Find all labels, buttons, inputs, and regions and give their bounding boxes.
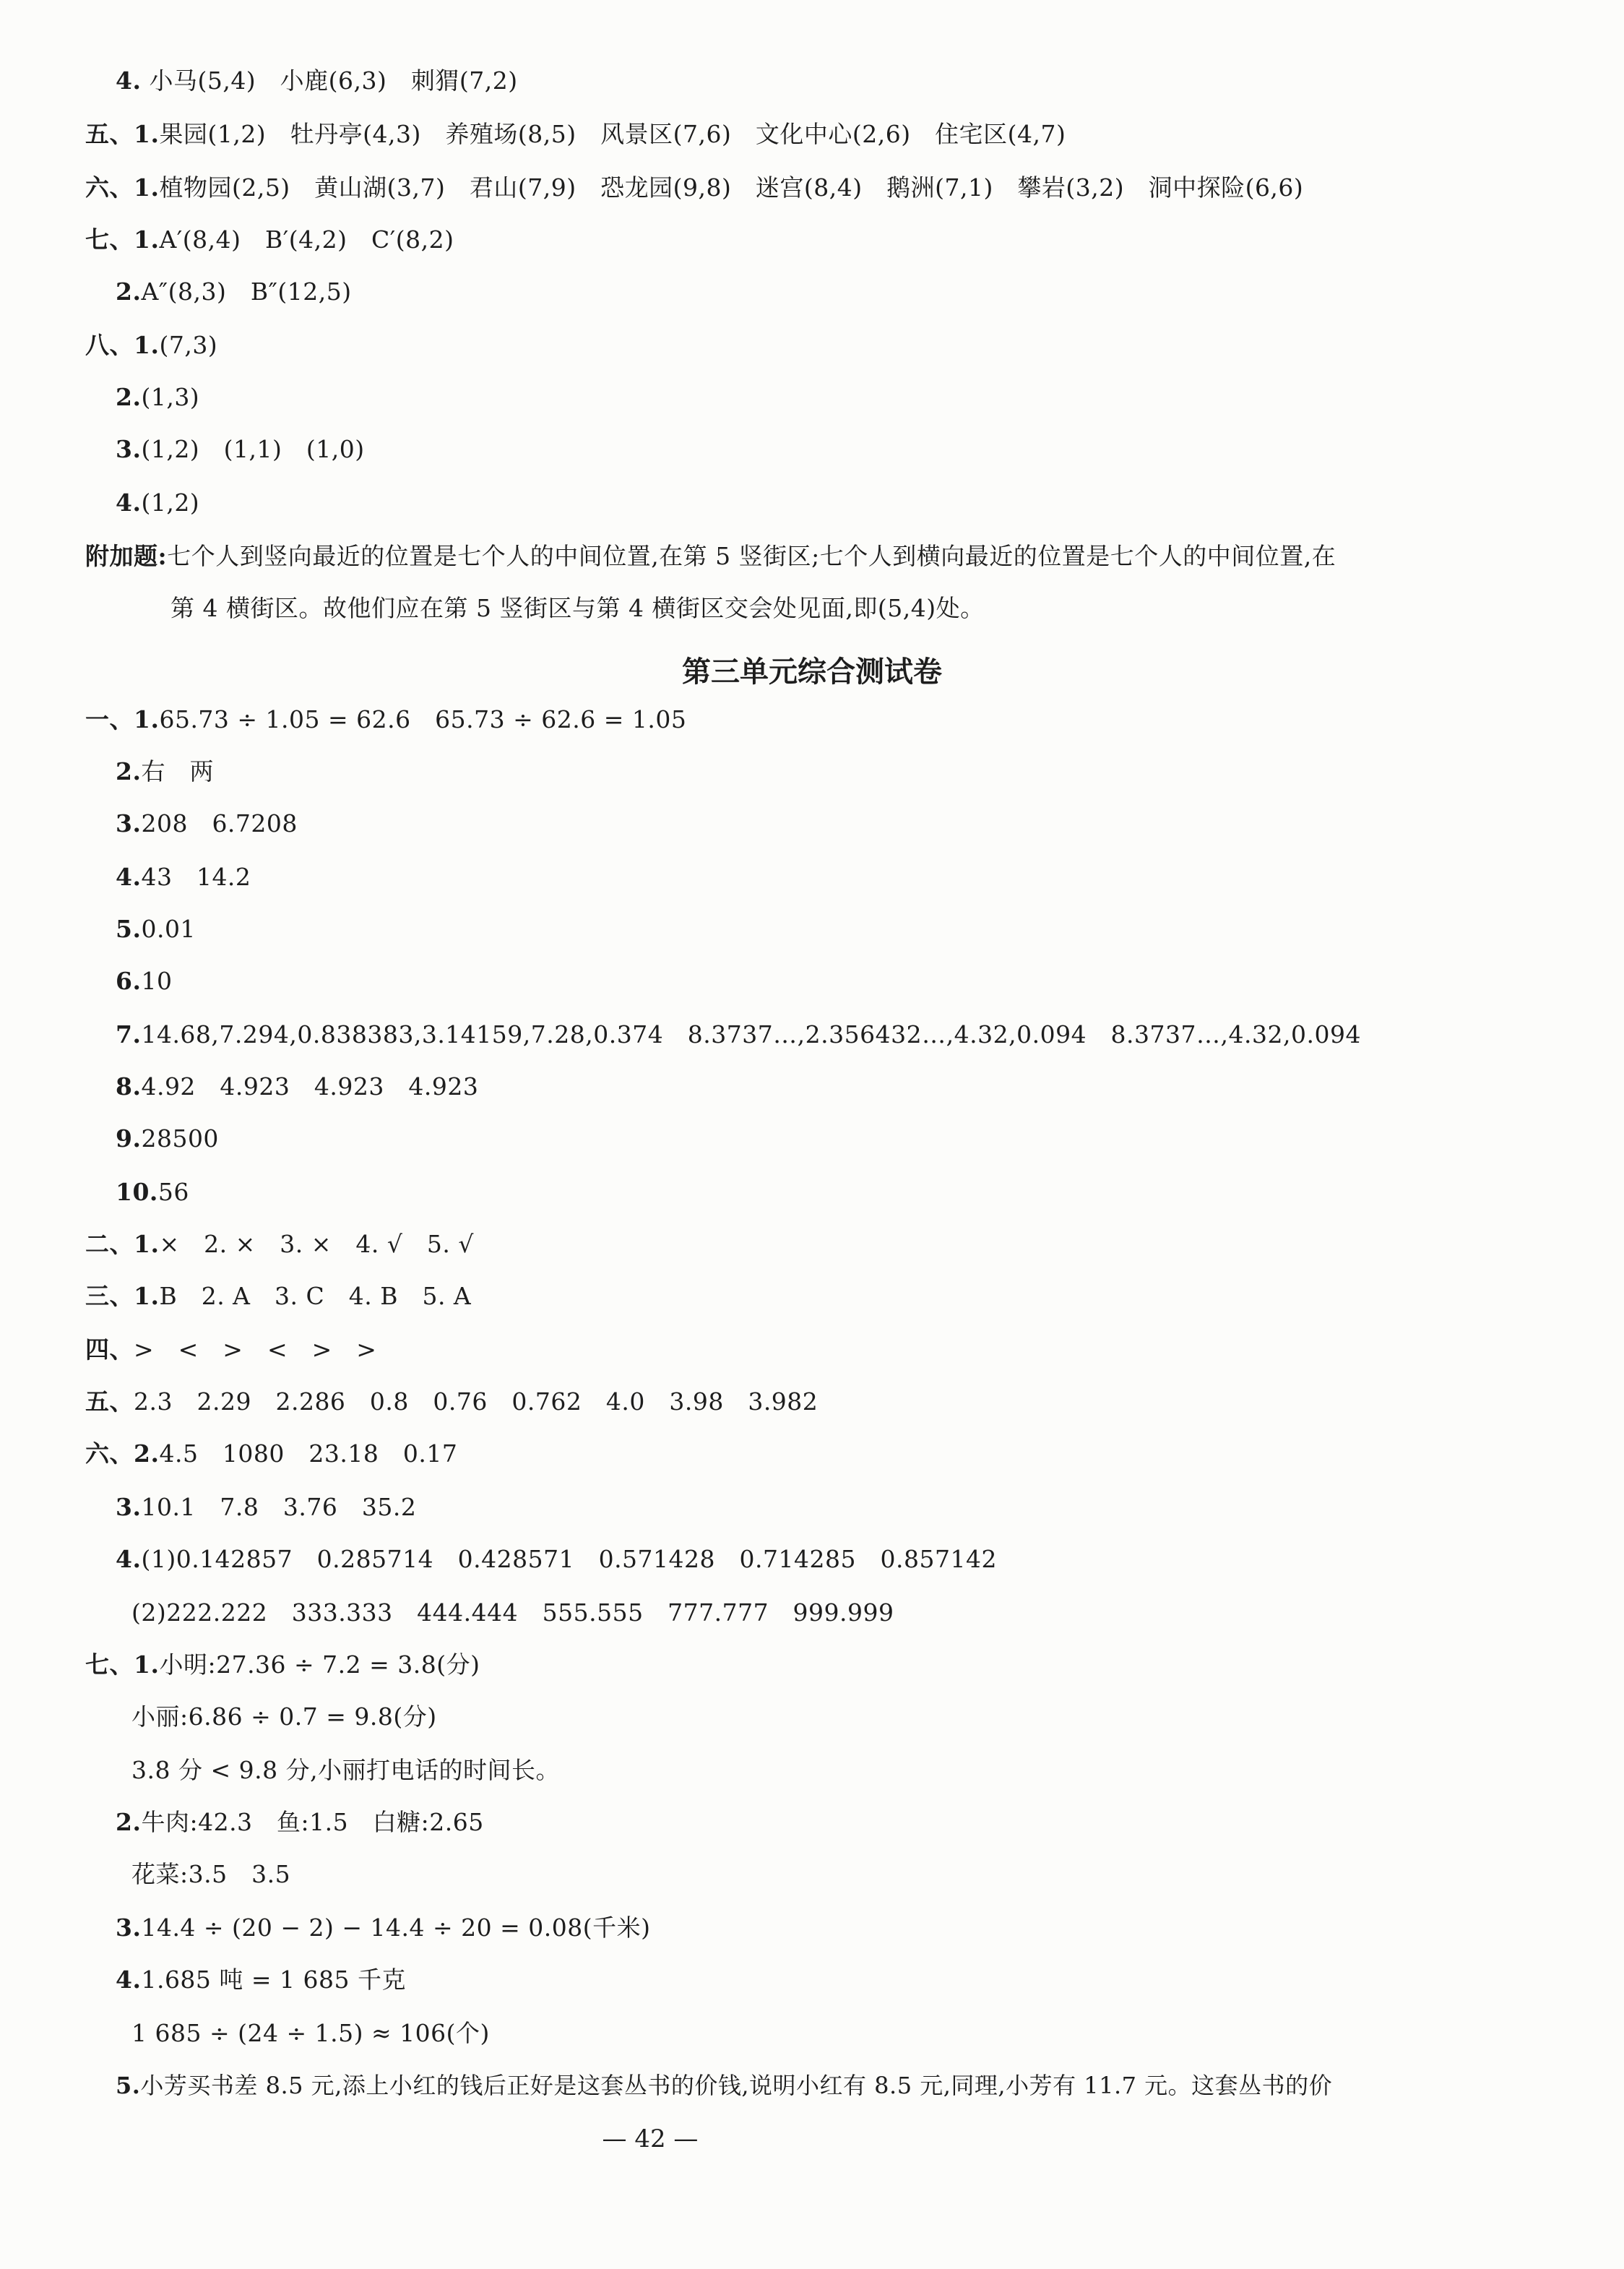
answer-line: 三、1.B 2. A 3. C 4. B 5. A [85,1282,472,1310]
answer-line: 2.A″(8,3) B″(12,5) [116,277,352,306]
answer-line: 六、1.植物园(2,5) 黄山湖(3,7) 君山(7,9) 恐龙园(9,8) 迷宫(8,4) 鹅洲(7,1) 攀岩(3,2) 洞中探险(6,6) [85,173,1304,202]
page-number: — 42 — [602,2124,699,2153]
answer-line: 花菜:3.5 3.5 [131,1860,291,1888]
answer-line: (2)222.222 333.333 444.444 555.555 777.777 999.999 [131,1598,894,1627]
answer-line: 3.208 6.7208 [116,809,298,838]
answer-line: 2.右 两 [116,757,214,785]
section-title: 第三单元综合测试卷 [682,655,942,689]
answer-line: 2.(1,3) [116,383,200,411]
answer-line: 2.牛肉:42.3 鱼:1.5 白糖:2.65 [116,1808,484,1836]
answer-line: 6.10 [116,967,173,995]
answer-line: 4.(1)0.142857 0.285714 0.428571 0.571428 0.714285 0.857142 [116,1545,997,1573]
answer-line: 4.(1,2) [116,488,200,517]
answer-line: 5.小芳买书差 8.5 元,添上小红的钱后正好是这套丛书的价钱,说明小红有 8.5 元,同理,小芳有 11.7 元。这套丛书的价 [116,2072,1333,2099]
answer-line: 第 4 横街区。故他们应在第 5 竖街区与第 4 横街区交会处见面,即(5,4)处。 [170,594,985,622]
answer-line: 7.14.68,7.294,0.838383,3.14159,7.28,0.374 8.3737…,2.356432…,4.32,0.094 8.3737…,4.32,0.094 [116,1020,1361,1049]
answer-line: 3.(1,2) (1,1) (1,0) [116,435,365,463]
answer-line: 3.8 分 < 9.8 分,小丽打电话的时间长。 [131,1756,561,1784]
answer-line: 四、> < > < > > [85,1335,377,1364]
answer-line: 4.1.685 吨 = 1 685 千克 [116,1966,407,1994]
answer-line: 七、1.A′(8,4) B′(4,2) C′(8,2) [85,225,454,254]
answer-line: 3.14.4 ÷ (20 − 2) − 14.4 ÷ 20 = 0.08(千米) [116,1913,651,1942]
answer-line: 附加题:七个人到竖向最近的位置是七个人的中间位置,在第 5 竖街区;七个人到横向最近的位置是七个人的中间位置,在 [85,542,1336,570]
answer-line: 二、1.× 2. × 3. × 4. √ 5. √ [85,1230,474,1258]
answer-line: 5.0.01 [116,915,196,943]
answer-line: 小丽:6.86 ÷ 0.7 = 9.8(分) [131,1702,437,1731]
answer-line: 六、2.4.5 1080 23.18 0.17 [85,1439,458,1468]
answer-line: 八、1.(7,3) [85,331,218,359]
answer-line: 一、1.65.73 ÷ 1.05 = 62.6 65.73 ÷ 62.6 = 1.05 [85,705,687,733]
answer-line: 4.43 14.2 [116,863,251,891]
answer-line: 1 685 ÷ (24 ÷ 1.5) ≈ 106(个) [131,2019,490,2047]
answer-line: 七、1.小明:27.36 ÷ 7.2 = 3.8(分) [85,1650,480,1679]
answer-line: 五、1.果园(1,2) 牡丹亭(4,3) 养殖场(8,5) 风景区(7,6) 文化中心(2,6) 住宅区(4,7) [85,120,1066,148]
answer-line: 8.4.92 4.923 4.923 4.923 [116,1072,479,1101]
answer-line: 4. 小马(5,4) 小鹿(6,3) 刺猬(7,2) [116,66,518,95]
answer-line: 五、2.3 2.29 2.286 0.8 0.76 0.762 4.0 3.98 3.982 [85,1387,819,1416]
answer-line: 10.56 [116,1178,189,1206]
answer-line: 3.10.1 7.8 3.76 35.2 [116,1493,417,1521]
answer-line: 9.28500 [116,1124,219,1153]
